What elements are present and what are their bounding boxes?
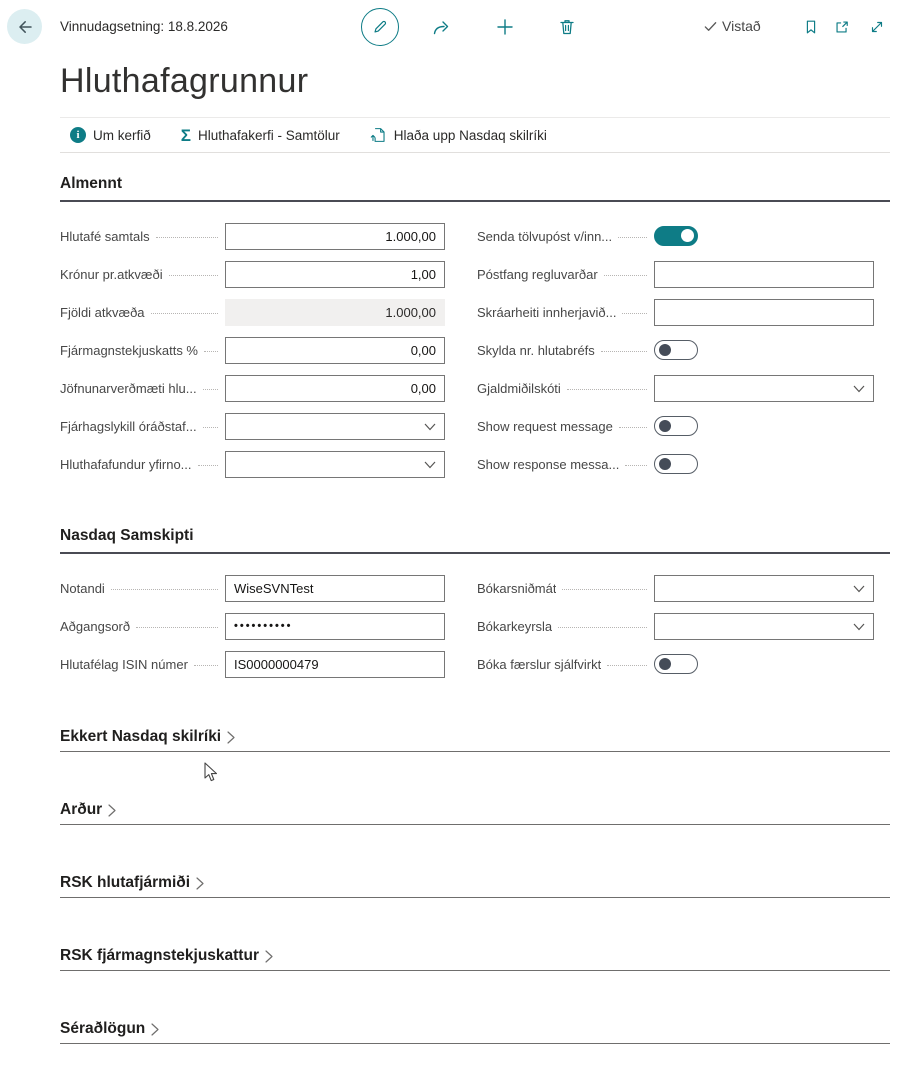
field-row (60, 445, 445, 483)
upload-document-icon (370, 126, 387, 144)
dotted-leader (204, 351, 218, 352)
skraarheiti-innherjavid-input[interactable] (654, 299, 874, 326)
field-label: Show request message (477, 418, 613, 434)
expand-icon (868, 18, 886, 36)
field-label: Jöfnunarverðmæti hlu... (60, 380, 197, 396)
dotted-leader (607, 665, 647, 666)
section-nasdaq-title[interactable]: Nasdaq Samskipti (60, 527, 890, 554)
field-label: Hlutafélag ISIN númer (60, 656, 188, 672)
save-status-label: Vistað (722, 18, 761, 34)
field-row (477, 331, 874, 369)
field-row (60, 645, 445, 683)
collapsed-section-title: RSK hlutafjármiði (60, 874, 191, 891)
section-rsk-hlutafjarmidi[interactable] (60, 874, 890, 898)
field-row (60, 293, 445, 331)
share-button[interactable] (430, 16, 452, 38)
toggle-knob (659, 344, 671, 356)
dotted-leader (604, 275, 647, 276)
toggle-knob (659, 458, 671, 470)
field-label: Fjöldi atkvæða (60, 304, 145, 320)
save-status (703, 18, 761, 34)
totals-label: Hluthafakerfi - Samtölur (197, 127, 340, 143)
field-row (60, 569, 445, 607)
field-row (477, 369, 874, 407)
plus-icon (495, 17, 515, 37)
section-almennt (60, 175, 890, 483)
field-label: Senda tölvupóst v/inn... (477, 228, 613, 244)
about-system-action[interactable] (70, 127, 151, 143)
bookmark-icon (802, 18, 820, 36)
toggle-knob (659, 420, 671, 432)
section-rsk-fjarmagnstekjuskattur[interactable] (60, 947, 890, 971)
hluthafafundur-dropdown[interactable] (225, 451, 445, 478)
field-row (60, 607, 445, 645)
field-row (477, 255, 874, 293)
field-row (477, 569, 874, 607)
chevron-down-icon (424, 461, 436, 469)
chevron-right-icon (195, 876, 205, 891)
expand-button[interactable] (866, 16, 888, 38)
sigma-icon: Σ (180, 125, 191, 145)
top-bar (0, 0, 922, 54)
chevron-right-icon (264, 949, 274, 964)
dotted-leader (558, 627, 647, 628)
check-icon (703, 19, 718, 34)
fjarmagnstekjuskatts-input[interactable] (225, 337, 445, 364)
field-row (60, 369, 445, 407)
field-label: Gjaldmiðilskóti (477, 380, 561, 396)
field-row (60, 255, 445, 293)
edit-button[interactable] (361, 8, 399, 46)
field-label: Hlutafé samtals (60, 228, 150, 244)
dotted-leader (198, 465, 218, 466)
section-seradlogun[interactable] (60, 1020, 890, 1044)
chevron-down-icon (424, 423, 436, 431)
dotted-leader (619, 427, 647, 428)
field-label: Fjárhagslykill óráðstaf... (60, 418, 197, 434)
field-row (477, 293, 874, 331)
share-icon (431, 17, 451, 37)
delete-button[interactable] (556, 16, 578, 38)
chevron-right-icon (226, 730, 236, 745)
dotted-leader (156, 237, 218, 238)
field-row (477, 407, 874, 445)
open-in-window-button[interactable] (831, 16, 853, 38)
back-button[interactable] (7, 9, 42, 44)
field-row (477, 217, 874, 255)
chevron-right-icon (107, 803, 117, 818)
popout-icon (833, 18, 851, 36)
work-date-label: Vinnudagsetning: 18.8.2026 (60, 19, 228, 34)
fjoldi-atkvaeda-value: 1.000,00 (225, 299, 445, 326)
gjaldmidilskoti-dropdown[interactable] (654, 375, 874, 402)
info-icon: i (70, 127, 86, 143)
field-label: Show response messa... (477, 456, 620, 472)
dotted-leader (194, 665, 218, 666)
senda-tolvupost-toggle[interactable] (654, 226, 698, 246)
bokarsnidmat-dropdown[interactable] (654, 575, 874, 602)
toggle-knob (681, 229, 694, 242)
chevron-down-icon (853, 585, 865, 593)
adgangsord-input[interactable] (225, 613, 445, 640)
trash-icon (557, 17, 577, 37)
collapsed-section-title: Séraðlögun (60, 1020, 146, 1037)
field-label: Póstfang regluvarðar (477, 266, 598, 282)
dotted-leader (625, 465, 647, 466)
postfang-regluvardar-input[interactable] (654, 261, 874, 288)
chevron-down-icon (853, 623, 865, 631)
dotted-leader (622, 313, 647, 314)
action-bar (60, 117, 890, 153)
toggle-knob (659, 658, 671, 670)
pencil-icon (371, 18, 389, 36)
isin-numer-input[interactable] (225, 651, 445, 678)
dotted-leader (203, 427, 218, 428)
field-label: Bóka færslur sjálfvirkt (477, 656, 602, 672)
field-label: Bókarkeyrsla (477, 618, 553, 634)
upload-nasdaq-certificate-action[interactable] (370, 126, 547, 144)
section-ekkert-nasdaq-skilriki[interactable] (60, 728, 890, 752)
back-arrow-icon (15, 17, 35, 37)
collapsed-section-title: RSK fjármagnstekjuskattur (60, 947, 259, 964)
page-title: Hluthafagrunnur (60, 62, 309, 100)
collapsed-section-title: Ekkert Nasdaq skilríki (60, 728, 222, 745)
field-label: Fjármagnstekjuskatts % (60, 342, 198, 358)
skylda-nr-hlutabrefs-toggle[interactable] (654, 340, 698, 360)
field-label: Skráarheiti innherjavið... (477, 304, 617, 320)
dotted-leader (151, 313, 218, 314)
notandi-input[interactable] (225, 575, 445, 602)
field-label: Hluthafafundur yfirno... (60, 456, 192, 472)
field-row (60, 407, 445, 445)
dotted-leader (562, 589, 647, 590)
chevron-down-icon (853, 385, 865, 393)
fjarhagslykill-dropdown[interactable] (225, 413, 445, 440)
field-row (60, 217, 445, 255)
field-row (477, 445, 874, 483)
bookmark-button[interactable] (800, 16, 822, 38)
dotted-leader (136, 627, 218, 628)
bokarkeyrsla-dropdown[interactable] (654, 613, 874, 640)
dotted-leader (111, 589, 218, 590)
field-row (60, 331, 445, 369)
field-label: Aðgangsorð (60, 618, 131, 634)
show-request-message-toggle[interactable] (654, 416, 698, 436)
field-row (477, 645, 874, 683)
boka-faerslur-sjalfvirkt-toggle[interactable] (654, 654, 698, 674)
field-row (477, 607, 874, 645)
dotted-leader (618, 237, 647, 238)
kronur-pr-atkvaedi-input[interactable] (225, 261, 445, 288)
section-nasdaq-samskipti (60, 527, 890, 683)
dotted-leader (203, 389, 218, 390)
section-almennt-title[interactable]: Almennt (60, 175, 890, 202)
totals-action[interactable] (181, 127, 340, 144)
section-ardur[interactable] (60, 801, 890, 825)
field-label: Krónur pr.atkvæði (60, 266, 163, 282)
field-label: Skylda nr. hlutabréfs (477, 342, 595, 358)
dotted-leader (601, 351, 647, 352)
field-label: Bókarsniðmát (477, 580, 557, 596)
hlutafe-samtals-input[interactable] (225, 223, 445, 250)
field-label: Notandi (60, 580, 105, 596)
about-system-label: Um kerfið (93, 127, 151, 143)
chevron-right-icon (150, 1022, 160, 1037)
collapsed-section-title: Arður (60, 801, 103, 818)
dotted-leader (169, 275, 218, 276)
dotted-leader (567, 389, 647, 390)
upload-nasdaq-certificate-label: Hlaða upp Nasdaq skilríki (393, 127, 547, 143)
jofnunarverdmaeti-input[interactable] (225, 375, 445, 402)
show-response-message-toggle[interactable] (654, 454, 698, 474)
new-button[interactable] (494, 16, 516, 38)
